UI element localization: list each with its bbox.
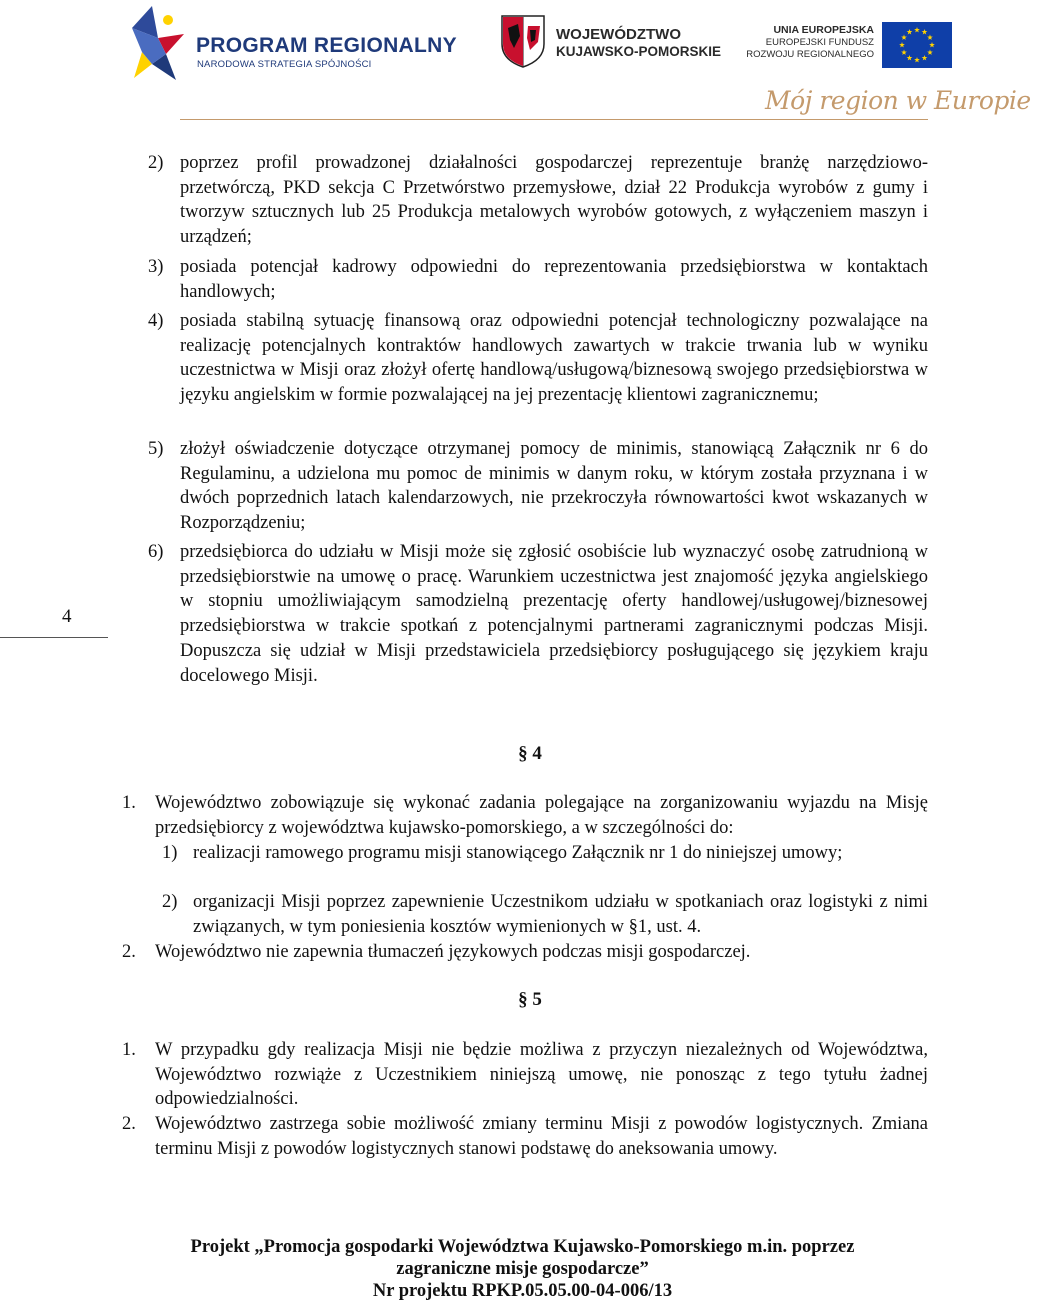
wojewodztwo-logo xyxy=(500,14,720,74)
slogan: Mój region w Europie xyxy=(765,86,1031,115)
region-name-line2: KUJAWSKO-POMORSKIE xyxy=(556,44,722,59)
program-regionalny-logo xyxy=(128,4,457,84)
region-name-line1: WOJEWÓDZTWO xyxy=(556,26,681,43)
eu-text xyxy=(746,24,874,61)
paragraph-text: W przypadku gdy realizacja Misji nie będzie możliwa z przyczyn niezależnych od Województwa, Województwo rozwiąże z Uczestnikiem niniejszą umowę, nie ponosząc z tego tytułu żadnej odpowiedzialności. xyxy=(155,1040,928,1110)
list-marker: 1) xyxy=(162,843,178,863)
program-regionalny-star-icon xyxy=(128,4,190,82)
list-item xyxy=(148,540,928,688)
paragraph-text: Województwo zastrzega sobie możliwość zmiany terminu Misji z powodów logistycznych. Zmiana terminu Misji z powodów logistycznych stanowi podstawę do aneksowania umowy. xyxy=(155,1114,928,1159)
coat-of-arms-icon xyxy=(500,14,546,68)
list-marker: 2) xyxy=(162,892,178,912)
list-item xyxy=(148,151,928,250)
footer-project-number: Nr projektu RPKP.05.05.00-04-006/13 xyxy=(372,1281,673,1301)
paragraph-marker: 2. xyxy=(122,942,136,962)
eu-line1: UNIA EUROPEJSKA xyxy=(773,24,874,36)
eu-line3: ROZWOJU REGIONALNEGO xyxy=(746,49,874,60)
page-header xyxy=(0,0,1031,135)
program-subtitle: NARODOWA STRATEGIA SPÓJNOŚCI xyxy=(197,59,372,70)
list-item xyxy=(162,890,928,939)
paragraph xyxy=(122,1112,928,1161)
list-marker: 3) xyxy=(148,257,164,277)
list-marker: 4) xyxy=(148,311,164,331)
paragraph-marker: 2. xyxy=(122,1114,136,1134)
footer-project-title: Projekt „Promocja gospodarki Województwa Kujawsko-Pomorskiego m.in. poprzez xyxy=(190,1237,855,1257)
paragraph-marker: 1. xyxy=(122,1040,136,1060)
paragraph xyxy=(122,1038,928,1112)
eu-logo xyxy=(746,22,960,72)
list-item-text: organizacji Misji poprzez zapewnienie Uczestnikom udziału w spotkaniach oraz logistyki z nimi związanych, w tym poniesienia kosztów wymienionych w §1, ust. 4. xyxy=(193,892,928,937)
list-marker: 2) xyxy=(148,153,164,173)
paragraph-text: Województwo nie zapewnia tłumaczeń językowych podczas misji gospodarczej. xyxy=(155,942,751,962)
list-item-text: posiada stabilną sytuację finansową oraz odpowiedni potencjał technologiczny pozwalające na realizację potencjalnych kontraktów handlowych zawartych w trakcie trwania lub w wyniku uczestnictwa w Misji oraz złożył ofertę handlową/usługową/biznesową swojego przedsiębiorstwa w języku angielskim w formie pozwalającej na jej prezentację klientowi zagranicznemu; xyxy=(180,311,928,406)
eu-flag-icon xyxy=(882,22,952,68)
list-item-text: poprzez profil prowadzonej działalności gospodarczej reprezentuje branżę narzędziowo-przetwórczą, PKD sekcja C Przetwórstwo przemysłowe, dział 22 Produkcja wyrobów z gumy i tworzyw sztucznych lub 25 Produkcja metalowych wyrobów gotowych, z wyłączeniem maszyn i urządzeń; xyxy=(180,153,928,248)
paragraph-marker: 1. xyxy=(122,793,136,813)
footer-project-title-cont: zagraniczne misje gospodarcze” xyxy=(396,1259,649,1279)
list-item-text: realizacji ramowego programu misji stanowiącego Załącznik nr 1 do niniejszej umowy; xyxy=(193,843,843,863)
list-item-text: złożył oświadczenie dotyczące otrzymanej pomocy de minimis, stanowiącą Załącznik nr 6 do Regulaminu, a udzielona mu pomoc de minimis w danym roku, w którym została przyznana i w dwóch poprzednich latach kalendarzowych, nie przekroczyła równowartości kwot wskazanych w Rozporządzeniu; xyxy=(180,439,928,534)
page-number: 4 xyxy=(62,606,72,627)
list-item-text: posiada potencjał kadrowy odpowiedni do reprezentowania przedsiębiorstwa w kontaktach handlowych; xyxy=(180,257,928,302)
paragraph xyxy=(122,940,928,965)
paragraph xyxy=(122,791,928,840)
list-item-text: przedsiębiorca do udziału w Misji może się zgłosić osobiście lub wyznaczyć osobę zatrudnioną w przedsiębiorstwie na umowę o pracę. Warunkiem uczestnictwa jest znajomość języka angielskiego w stopniu umożliwiającym samodzielną prezentację oferty handlowej/usługowej/biznesowej przedsiębiorstwa w trakcie spotkań z potencjalnymi partnerami zagranicznymi podczas Misji. Dopuszcza się udział w Misji przedstawiciela przedsiębiorcy posługującego się językiem kraju docelowego Misji. xyxy=(180,542,928,686)
section-heading-4: § 4 xyxy=(518,743,542,764)
program-title: PROGRAM REGIONALNY xyxy=(196,34,457,57)
list-item xyxy=(148,309,928,408)
header-divider xyxy=(180,119,928,120)
page-footer xyxy=(0,1236,1045,1302)
list-marker: 5) xyxy=(148,439,164,459)
section-heading-5: § 5 xyxy=(518,989,542,1010)
list-marker: 6) xyxy=(148,542,164,562)
eu-line2: EUROPEJSKI FUNDUSZ xyxy=(765,37,874,48)
page-number-divider xyxy=(0,637,108,638)
list-item xyxy=(162,841,928,866)
list-item xyxy=(148,437,928,536)
paragraph-text: Województwo zobowiązuje się wykonać zadania polegające na zorganizowaniu wyjazdu na Misję przedsiębiorcy z województwa kujawsko-pomorskiego, a w szczególności do: xyxy=(155,793,928,838)
list-item xyxy=(148,255,928,304)
